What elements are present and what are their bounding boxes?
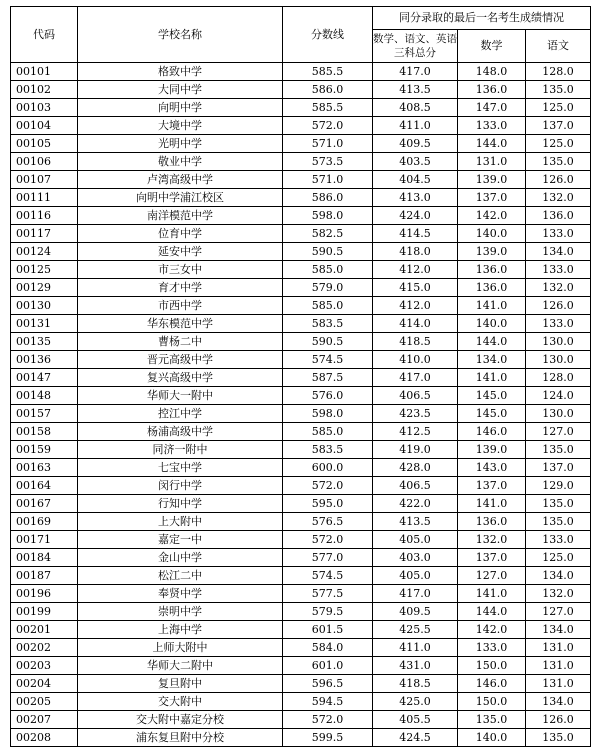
cell-chinese: 136.0	[526, 207, 591, 225]
cell-chinese: 133.0	[526, 315, 591, 333]
cell-chinese: 134.0	[526, 243, 591, 261]
table-body	[11, 63, 591, 747]
table-row	[11, 99, 591, 117]
cell-chinese: 133.0	[526, 225, 591, 243]
table-row	[11, 369, 591, 387]
cell-code: 00136	[11, 351, 78, 369]
cell-score-line: 572.0	[283, 477, 373, 495]
cell-math: 145.0	[458, 387, 526, 405]
cell-code: 00105	[11, 135, 78, 153]
cell-school-name: 华东模范中学	[78, 315, 283, 333]
cell-math: 140.0	[458, 225, 526, 243]
cell-total: 412.0	[373, 261, 458, 279]
cell-total: 405.5	[373, 711, 458, 729]
table-row	[11, 657, 591, 675]
cell-math: 150.0	[458, 693, 526, 711]
cell-total: 408.5	[373, 99, 458, 117]
cell-total: 417.0	[373, 369, 458, 387]
cell-chinese: 135.0	[526, 153, 591, 171]
cell-school-name: 上大附中	[78, 513, 283, 531]
cell-chinese: 125.0	[526, 549, 591, 567]
cell-code: 00167	[11, 495, 78, 513]
cell-chinese: 135.0	[526, 513, 591, 531]
table-row	[11, 333, 591, 351]
cell-code: 00131	[11, 315, 78, 333]
cell-score-line: 585.0	[283, 261, 373, 279]
cell-code: 00205	[11, 693, 78, 711]
header-three-subject-total: 数学、语文、英语三科总分	[373, 30, 458, 63]
cell-code: 00157	[11, 405, 78, 423]
cell-school-name: 大同中学	[78, 81, 283, 99]
table-row	[11, 189, 591, 207]
cell-score-line: 590.5	[283, 333, 373, 351]
cell-total: 418.5	[373, 333, 458, 351]
cell-math: 135.0	[458, 711, 526, 729]
cell-school-name: 交大附中	[78, 693, 283, 711]
cell-school-name: 上海中学	[78, 621, 283, 639]
table-row	[11, 63, 591, 81]
cell-code: 00171	[11, 531, 78, 549]
cell-math: 137.0	[458, 477, 526, 495]
cell-score-line: 585.5	[283, 99, 373, 117]
cell-chinese: 131.0	[526, 639, 591, 657]
table-row	[11, 261, 591, 279]
cell-total: 409.5	[373, 135, 458, 153]
table-row	[11, 513, 591, 531]
cell-score-line: 583.5	[283, 441, 373, 459]
cell-chinese: 132.0	[526, 279, 591, 297]
header-school-name: 学校名称	[78, 7, 283, 63]
cell-code: 00208	[11, 729, 78, 747]
cell-code: 00107	[11, 171, 78, 189]
table-row	[11, 135, 591, 153]
cell-code: 00203	[11, 657, 78, 675]
cell-chinese: 133.0	[526, 531, 591, 549]
cell-school-name: 上师大附中	[78, 639, 283, 657]
cell-score-line: 596.5	[283, 675, 373, 693]
cell-code: 00101	[11, 63, 78, 81]
cell-code: 00164	[11, 477, 78, 495]
table-row	[11, 315, 591, 333]
table-row	[11, 387, 591, 405]
cell-math: 127.0	[458, 567, 526, 585]
cell-code: 00124	[11, 243, 78, 261]
cell-chinese: 133.0	[526, 261, 591, 279]
cell-score-line: 584.0	[283, 639, 373, 657]
cell-total: 410.0	[373, 351, 458, 369]
cell-code: 00129	[11, 279, 78, 297]
cell-chinese: 128.0	[526, 369, 591, 387]
cell-school-name: 晋元高级中学	[78, 351, 283, 369]
cell-chinese: 127.0	[526, 423, 591, 441]
cell-school-name: 嘉定一中	[78, 531, 283, 549]
cell-school-name: 复旦附中	[78, 675, 283, 693]
cell-school-name: 光明中学	[78, 135, 283, 153]
cell-chinese: 125.0	[526, 99, 591, 117]
cell-chinese: 135.0	[526, 441, 591, 459]
cell-score-line: 574.5	[283, 351, 373, 369]
cell-total: 431.0	[373, 657, 458, 675]
header-math: 数学	[458, 30, 526, 63]
cell-total: 418.5	[373, 675, 458, 693]
cell-score-line: 582.5	[283, 225, 373, 243]
table-row	[11, 495, 591, 513]
cell-math: 141.0	[458, 369, 526, 387]
cell-school-name: 七宝中学	[78, 459, 283, 477]
table-row	[11, 243, 591, 261]
cell-score-line: 601.0	[283, 657, 373, 675]
cell-score-line: 587.5	[283, 369, 373, 387]
cell-score-line: 585.0	[283, 297, 373, 315]
cell-total: 424.5	[373, 729, 458, 747]
cell-code: 00207	[11, 711, 78, 729]
cell-total: 406.5	[373, 387, 458, 405]
cell-math: 142.0	[458, 621, 526, 639]
cell-total: 415.0	[373, 279, 458, 297]
cell-total: 412.0	[373, 297, 458, 315]
cell-total: 428.0	[373, 459, 458, 477]
cell-total: 417.0	[373, 63, 458, 81]
cell-code: 00106	[11, 153, 78, 171]
cell-math: 144.0	[458, 333, 526, 351]
cell-math: 136.0	[458, 81, 526, 99]
cell-chinese: 124.0	[526, 387, 591, 405]
table-row	[11, 639, 591, 657]
cell-score-line: 574.5	[283, 567, 373, 585]
cell-score-line: 572.0	[283, 531, 373, 549]
table-header	[11, 7, 591, 63]
cell-math: 139.0	[458, 171, 526, 189]
cell-total: 403.0	[373, 549, 458, 567]
cell-chinese: 126.0	[526, 297, 591, 315]
cell-math: 140.0	[458, 729, 526, 747]
table-row	[11, 567, 591, 585]
cell-school-name: 南洋模范中学	[78, 207, 283, 225]
cell-school-name: 向明中学浦江校区	[78, 189, 283, 207]
cell-code: 00103	[11, 99, 78, 117]
cell-math: 139.0	[458, 441, 526, 459]
cell-total: 406.5	[373, 477, 458, 495]
cell-school-name: 浦东复旦附中分校	[78, 729, 283, 747]
cell-total: 425.0	[373, 693, 458, 711]
table-row	[11, 549, 591, 567]
cell-code: 00159	[11, 441, 78, 459]
table-row	[11, 423, 591, 441]
cell-school-name: 育才中学	[78, 279, 283, 297]
cell-school-name: 奉贤中学	[78, 585, 283, 603]
table-row	[11, 153, 591, 171]
cell-chinese: 129.0	[526, 477, 591, 495]
cell-school-name: 敬业中学	[78, 153, 283, 171]
cell-chinese: 130.0	[526, 333, 591, 351]
table-row	[11, 675, 591, 693]
table-row	[11, 603, 591, 621]
cell-total: 403.5	[373, 153, 458, 171]
table-row	[11, 279, 591, 297]
cell-school-name: 金山中学	[78, 549, 283, 567]
cell-code: 00187	[11, 567, 78, 585]
cell-total: 424.0	[373, 207, 458, 225]
table-row	[11, 459, 591, 477]
cell-chinese: 126.0	[526, 711, 591, 729]
cell-math: 140.0	[458, 315, 526, 333]
cell-score-line: 586.0	[283, 189, 373, 207]
table-row	[11, 207, 591, 225]
cell-school-name: 华师大二附中	[78, 657, 283, 675]
table-row	[11, 477, 591, 495]
cell-score-line: 572.0	[283, 711, 373, 729]
cell-chinese: 131.0	[526, 657, 591, 675]
cell-math: 145.0	[458, 405, 526, 423]
cell-chinese: 128.0	[526, 63, 591, 81]
cell-total: 405.0	[373, 531, 458, 549]
cell-total: 411.0	[373, 117, 458, 135]
cell-score-line: 599.5	[283, 729, 373, 747]
cell-math: 141.0	[458, 495, 526, 513]
table-row	[11, 351, 591, 369]
cell-code: 00135	[11, 333, 78, 351]
cell-score-line: 595.0	[283, 495, 373, 513]
cell-score-line: 576.0	[283, 387, 373, 405]
cell-score-line: 577.5	[283, 585, 373, 603]
cell-total: 414.5	[373, 225, 458, 243]
cell-school-name: 松江二中	[78, 567, 283, 585]
cell-school-name: 同济一附中	[78, 441, 283, 459]
cell-math: 133.0	[458, 117, 526, 135]
cell-chinese: 134.0	[526, 693, 591, 711]
cell-code: 00163	[11, 459, 78, 477]
cell-score-line: 594.5	[283, 693, 373, 711]
cell-math: 150.0	[458, 657, 526, 675]
cell-score-line: 586.0	[283, 81, 373, 99]
cell-code: 00130	[11, 297, 78, 315]
cell-chinese: 137.0	[526, 459, 591, 477]
cell-chinese: 127.0	[526, 603, 591, 621]
header-tie-group: 同分录取的最后一名考生成绩情况	[373, 7, 591, 30]
table-row	[11, 405, 591, 423]
cell-chinese: 126.0	[526, 171, 591, 189]
cell-school-name: 大境中学	[78, 117, 283, 135]
cell-score-line: 572.0	[283, 117, 373, 135]
cell-total: 422.0	[373, 495, 458, 513]
cell-math: 132.0	[458, 531, 526, 549]
cell-code: 00184	[11, 549, 78, 567]
cell-score-line: 577.0	[283, 549, 373, 567]
cell-chinese: 132.0	[526, 585, 591, 603]
cell-code: 00102	[11, 81, 78, 99]
cell-score-line: 576.5	[283, 513, 373, 531]
cell-math: 144.0	[458, 603, 526, 621]
cell-score-line: 598.0	[283, 207, 373, 225]
cell-math: 143.0	[458, 459, 526, 477]
cell-code: 00199	[11, 603, 78, 621]
cell-total: 423.5	[373, 405, 458, 423]
cell-code: 00111	[11, 189, 78, 207]
cell-chinese: 130.0	[526, 405, 591, 423]
cell-code: 00204	[11, 675, 78, 693]
table-row	[11, 225, 591, 243]
cell-total: 417.0	[373, 585, 458, 603]
cell-code: 00196	[11, 585, 78, 603]
cell-school-name: 复兴高级中学	[78, 369, 283, 387]
cell-code: 00202	[11, 639, 78, 657]
cell-school-name: 交大附中嘉定分校	[78, 711, 283, 729]
cell-score-line: 573.5	[283, 153, 373, 171]
cell-math: 137.0	[458, 549, 526, 567]
cell-math: 146.0	[458, 423, 526, 441]
cell-score-line: 585.5	[283, 63, 373, 81]
cell-score-line: 571.0	[283, 171, 373, 189]
cell-score-line: 601.5	[283, 621, 373, 639]
cell-score-line: 598.0	[283, 405, 373, 423]
cell-code: 00158	[11, 423, 78, 441]
cell-chinese: 134.0	[526, 567, 591, 585]
cell-math: 136.0	[458, 513, 526, 531]
cell-school-name: 行知中学	[78, 495, 283, 513]
cell-code: 00148	[11, 387, 78, 405]
cell-chinese: 130.0	[526, 351, 591, 369]
cell-score-line: 585.0	[283, 423, 373, 441]
cell-score-line: 571.0	[283, 135, 373, 153]
table-row	[11, 585, 591, 603]
cell-school-name: 位育中学	[78, 225, 283, 243]
header-code: 代码	[11, 7, 78, 63]
cell-chinese: 125.0	[526, 135, 591, 153]
cell-school-name: 延安中学	[78, 243, 283, 261]
table-row	[11, 297, 591, 315]
cell-code: 00104	[11, 117, 78, 135]
cell-total: 405.0	[373, 567, 458, 585]
cell-math: 139.0	[458, 243, 526, 261]
cell-score-line: 590.5	[283, 243, 373, 261]
cell-math: 136.0	[458, 261, 526, 279]
cell-chinese: 132.0	[526, 189, 591, 207]
table-row	[11, 531, 591, 549]
cell-math: 133.0	[458, 639, 526, 657]
cell-code: 00125	[11, 261, 78, 279]
admission-score-table	[10, 6, 591, 747]
cell-school-name: 崇明中学	[78, 603, 283, 621]
cell-school-name: 格致中学	[78, 63, 283, 81]
cell-school-name: 控江中学	[78, 405, 283, 423]
cell-code: 00117	[11, 225, 78, 243]
cell-total: 418.0	[373, 243, 458, 261]
cell-total: 411.0	[373, 639, 458, 657]
cell-chinese: 135.0	[526, 729, 591, 747]
cell-math: 142.0	[458, 207, 526, 225]
cell-score-line: 600.0	[283, 459, 373, 477]
cell-school-name: 华师大一附中	[78, 387, 283, 405]
header-chinese: 语文	[526, 30, 591, 63]
cell-chinese: 135.0	[526, 81, 591, 99]
cell-math: 141.0	[458, 585, 526, 603]
table-row	[11, 693, 591, 711]
cell-chinese: 135.0	[526, 495, 591, 513]
table-row	[11, 441, 591, 459]
cell-math: 144.0	[458, 135, 526, 153]
cell-total: 414.0	[373, 315, 458, 333]
cell-math: 134.0	[458, 351, 526, 369]
cell-math: 136.0	[458, 279, 526, 297]
cell-school-name: 市三女中	[78, 261, 283, 279]
cell-math: 147.0	[458, 99, 526, 117]
cell-code: 00147	[11, 369, 78, 387]
cell-total: 409.5	[373, 603, 458, 621]
cell-total: 425.5	[373, 621, 458, 639]
cell-chinese: 137.0	[526, 117, 591, 135]
cell-math: 146.0	[458, 675, 526, 693]
table-row	[11, 621, 591, 639]
cell-chinese: 134.0	[526, 621, 591, 639]
cell-score-line: 583.5	[283, 315, 373, 333]
cell-total: 412.5	[373, 423, 458, 441]
cell-total: 413.5	[373, 513, 458, 531]
cell-school-name: 卢湾高级中学	[78, 171, 283, 189]
header-score-line: 分数线	[283, 7, 373, 63]
table-row	[11, 171, 591, 189]
cell-school-name: 向明中学	[78, 99, 283, 117]
cell-code: 00169	[11, 513, 78, 531]
cell-total: 404.5	[373, 171, 458, 189]
cell-score-line: 579.5	[283, 603, 373, 621]
cell-school-name: 闵行中学	[78, 477, 283, 495]
cell-math: 141.0	[458, 297, 526, 315]
cell-school-name: 市西中学	[78, 297, 283, 315]
cell-math: 148.0	[458, 63, 526, 81]
table-row	[11, 729, 591, 747]
cell-math: 131.0	[458, 153, 526, 171]
cell-score-line: 579.0	[283, 279, 373, 297]
cell-code: 00201	[11, 621, 78, 639]
cell-total: 413.0	[373, 189, 458, 207]
table-row	[11, 81, 591, 99]
cell-math: 137.0	[458, 189, 526, 207]
table-row	[11, 117, 591, 135]
cell-school-name: 杨浦高级中学	[78, 423, 283, 441]
cell-code: 00116	[11, 207, 78, 225]
table-row	[11, 711, 591, 729]
cell-chinese: 131.0	[526, 675, 591, 693]
cell-total: 419.0	[373, 441, 458, 459]
cell-total: 413.5	[373, 81, 458, 99]
cell-school-name: 曹杨二中	[78, 333, 283, 351]
